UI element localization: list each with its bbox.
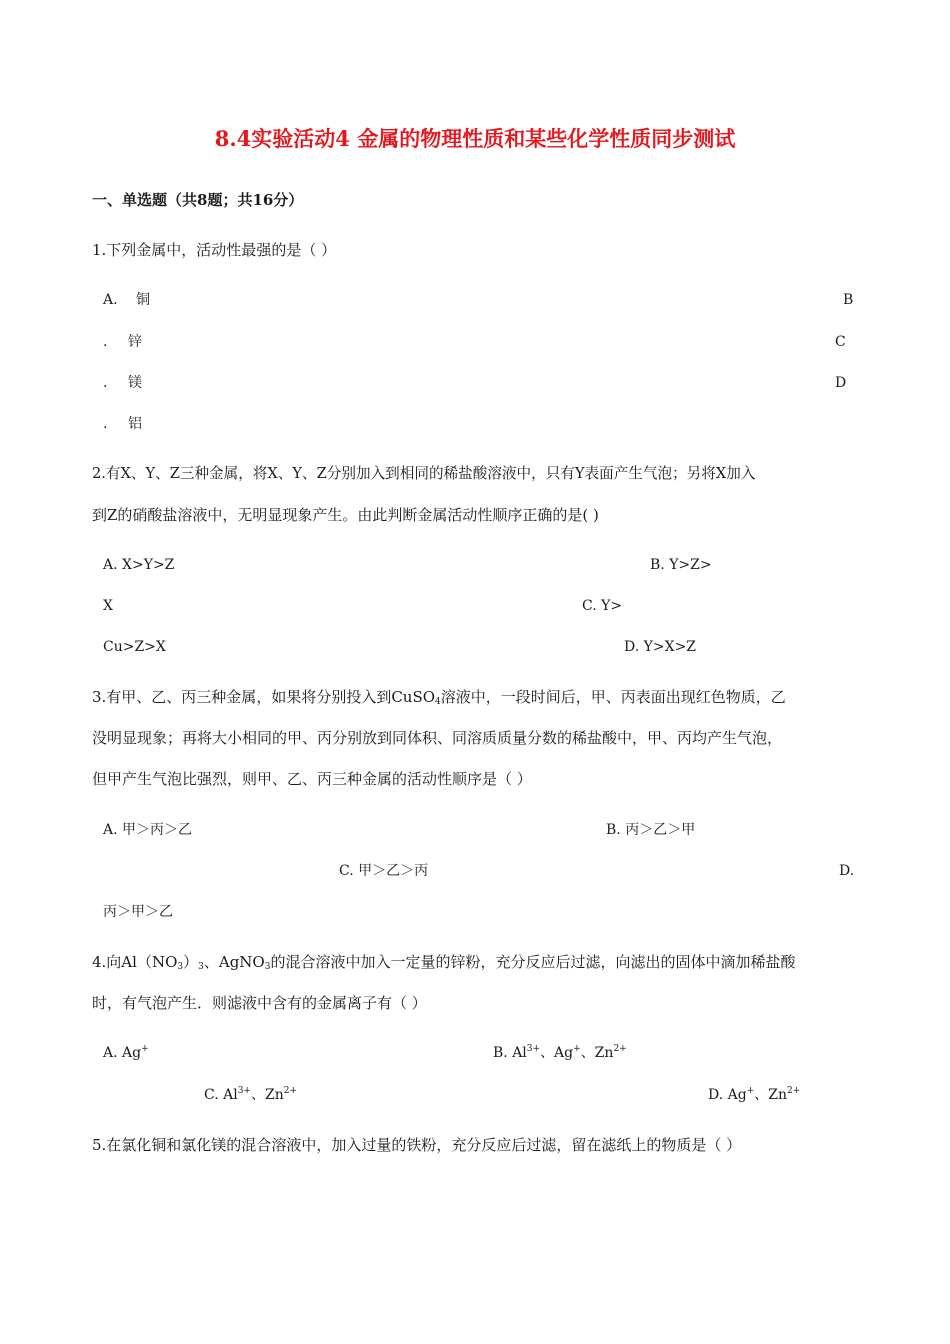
option-text: 、Ag [540, 1045, 574, 1061]
superscript: 2+ [613, 1044, 627, 1054]
question-stem-line-1 [92, 690, 786, 705]
question-stem-line-1 [92, 955, 795, 970]
superscript: 2+ [787, 1086, 801, 1096]
subscript: 4 [435, 697, 441, 707]
question-stem-line-2: 没明显现象；再将大小相同的甲、丙分别放到同体积、同溶质质量分数的稀盐酸中，甲、丙均产生气泡， [92, 729, 783, 747]
section-heading: 一、单选题（共8题；共16分） [92, 191, 304, 209]
stem-text: 、AgNO [203, 953, 265, 971]
option-d-continued: 丙＞甲＞乙 [103, 904, 173, 920]
option-b: B. Y>Z> [650, 557, 712, 573]
option-a: A. 甲＞丙＞乙 [103, 822, 193, 838]
superscript: 3+ [237, 1086, 251, 1096]
superscript: + [141, 1044, 149, 1054]
option-d-dot: . [103, 416, 108, 432]
option-c: C. 甲＞乙＞丙 [339, 863, 429, 879]
stem-text: 4.向Al（NO [92, 953, 178, 971]
question-stem-line-3: 但甲产生气泡比强烈，则甲、乙、丙三种金属的活动性顺序是（ ） [92, 770, 532, 788]
option-a-text: 铜 [136, 292, 150, 308]
document-title: 8.4实验活动4 金属的物理性质和某些化学性质同步测试 [214, 126, 736, 151]
option-c-text: 镁 [128, 375, 142, 391]
option-a [103, 1046, 149, 1060]
option-text: B. Al [493, 1045, 527, 1061]
option-text: A. Ag [103, 1045, 142, 1061]
question-stem-line-2: 时，有气泡产生．则滤液中含有的金属离子有（ ） [92, 994, 427, 1012]
option-b: B. 丙＞乙＞甲 [606, 822, 696, 838]
superscript: 3+ [526, 1044, 541, 1054]
question-stem-line-1: 2.有X、Y、Z三种金属，将X、Y、Z分别加入到相同的稀盐酸溶液中，只有Y表面产生气泡；另将X加入 [92, 465, 756, 482]
stem-text: ） [183, 953, 199, 971]
option-c-dot: . [103, 375, 108, 391]
option-d-text: 铝 [128, 416, 142, 432]
option-c [204, 1088, 297, 1102]
question-stem: 5.在氯化铜和氯化镁的混合溶液中，加入过量的铁粉，充分反应后过滤，留在滤纸上的物质是（ ） [92, 1136, 742, 1154]
option-c-letter: C [835, 334, 846, 350]
option-b-dot: . [103, 334, 108, 350]
option-d [708, 1088, 800, 1102]
option-a-letter: A. [103, 292, 118, 308]
superscript: 2+ [283, 1086, 298, 1096]
stem-text: 溶液中，一段时间后，甲、丙表面出现红色物质，乙 [440, 688, 786, 706]
option-b-continued: X [103, 598, 113, 614]
question-stem-line-2: 到Z的硝酸盐溶液中，无明显现象产生。由此判断金属活动性顺序正确的是( ) [92, 506, 599, 524]
superscript: + [746, 1086, 755, 1096]
option-text: 、Zn [250, 1087, 284, 1103]
option-d: D. [839, 863, 855, 879]
stem-text: 的混合溶液中加入一定量的锌粉，充分反应后过滤，向滤出的固体中滴加稀盐酸 [270, 953, 796, 971]
option-text: C. Al [204, 1087, 238, 1103]
option-c: C. Y> [582, 598, 623, 614]
option-d-letter: D [835, 375, 847, 391]
option-a: A. X>Y>Z [103, 557, 175, 573]
option-b [493, 1046, 627, 1060]
superscript: + [573, 1044, 581, 1054]
option-b-text: 锌 [128, 334, 142, 350]
option-text: D. Ag [708, 1087, 747, 1103]
subscript: 3 [198, 962, 204, 972]
question-stem: 1.下列金属中，活动性最强的是（ ） [92, 241, 337, 259]
subscript: 3 [177, 962, 184, 972]
option-text: 、Zn [580, 1045, 614, 1061]
option-b-letter: B [843, 292, 854, 308]
option-text: 、Zn [754, 1087, 787, 1103]
option-c-continued: Cu>Z>X [103, 639, 166, 655]
subscript: 3 [264, 962, 271, 972]
stem-text: 3.有甲、乙、丙三种金属，如果将分别投入到CuSO [92, 688, 436, 706]
option-d: D. Y>X>Z [624, 639, 697, 655]
